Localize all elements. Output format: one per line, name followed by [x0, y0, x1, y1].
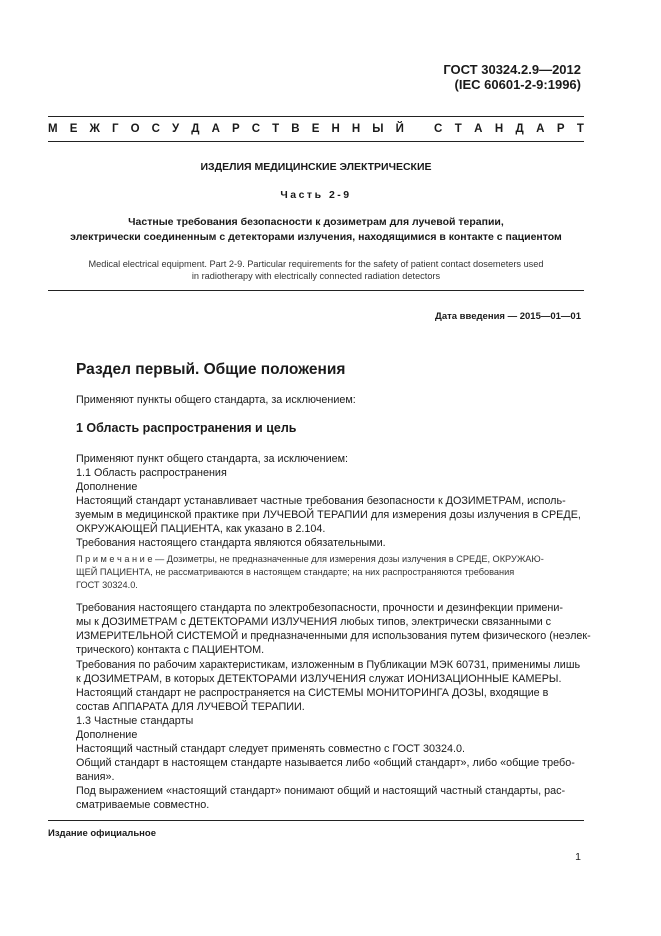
banner-letter: Н [331, 123, 340, 135]
section-heading: Раздел первый. Общие положения [76, 361, 346, 378]
subtitle-line: Частные требования безопасности к дозиметрам для лучевой терапии, [128, 216, 504, 228]
part-number: Часть 2-9 [280, 189, 352, 201]
text-line: Применяют пункт общего стандарта, за исключением: [76, 453, 349, 465]
document-subtitle [48, 215, 584, 245]
footer-rule [48, 820, 584, 821]
banner-letter: Г [111, 123, 119, 135]
banner-word-standard [434, 123, 584, 135]
text-line: трического) контакта с ПАЦИЕНТОМ. [76, 644, 265, 656]
text-line: Общий стандарт в настоящем стандарте называется либо «общий стандарт», либо «общие требо- [76, 757, 575, 769]
note-line: П р и м е ч а н и е — Дозиметры, не предназначенные для измерения дозы излучения в СРЕДЕ, ОКРУЖАЮ- [76, 554, 544, 564]
text-line: Требования по рабочим характеристикам, изложенным в Публикации МЭК 60731, применимы лишь [76, 659, 581, 671]
text-line: Требования настоящего стандарта являются обязательными. [76, 537, 386, 549]
banner-letter: Т [576, 123, 584, 135]
text-line: мы к ДОЗИМЕТРАМ с ДЕТЕКТОРАМИ ИЗЛУЧЕНИЯ любых типов, электрически связанными с [76, 616, 551, 628]
banner-letter: Ж [89, 123, 100, 135]
banner-letter: Д [191, 123, 200, 135]
banner-letter: В [291, 123, 300, 135]
banner-letter: А [536, 123, 545, 135]
paragraph-general-standard [76, 756, 584, 784]
banner-letter: С [251, 123, 261, 135]
text-line: Под выражением «настоящий стандарт» понимают общий и настоящий частный стандарты, рас- [76, 785, 566, 797]
text-line: Настоящий стандарт устанавливает частные требования безопасности к ДОЗИМЕТРАМ, исполь- [76, 495, 566, 507]
official-edition-label: Издание официальное [48, 828, 156, 839]
text-line: зуемым в медицинской практике при ЛУЧЕВОЙ ТЕРАПИИ для измерения дозы излучения в СРЕДЕ, [75, 509, 581, 521]
banner-letter: А [211, 123, 220, 135]
interstate-standard-banner [48, 123, 584, 135]
banner-letter: Е [69, 123, 78, 135]
text-line: 1.3 Частные стандарты [76, 715, 194, 727]
bottom-rule [48, 141, 584, 142]
banner-word-interstate [48, 123, 404, 135]
banner-letter: Р [556, 123, 565, 135]
clause-heading: 1 Область распространения и цель [76, 421, 297, 435]
top-rule [48, 116, 584, 117]
page-number: 1 [575, 851, 581, 863]
banner-letter: Н [494, 123, 504, 135]
banner-letter: Д [515, 123, 524, 135]
note-line: ЩЕЙ ПАЦИЕНТА, не рассматриваются в настоящем стандарте; на них распространяются требования [76, 567, 515, 577]
text-line: состав АППАРАТА ДЛЯ ЛУЧЕВОЙ ТЕРАПИИ. [76, 701, 305, 713]
banner-letter: С [434, 123, 443, 135]
section-apply-text: Применяют пункты общего стандарта, за исключением: [76, 394, 356, 406]
english-title [48, 258, 584, 282]
subtitle-line: электрически соединенным с детекторами излучения, находящимися в контакте с пациентом [70, 231, 562, 243]
introduction-date: Дата введения — 2015—01—01 [435, 311, 581, 322]
banner-letter: У [172, 123, 180, 135]
iec-number: (IEC 60601-2-9:1996) [454, 77, 581, 92]
text-line: сматриваемые совместно. [76, 799, 210, 811]
text-line: к ДОЗИМЕТРАМ, в которых ДЕТЕКТОРАМИ ИЗЛУЧЕНИЯ служат ИОНИЗАЦИОННЫЕ КАМЕРЫ. [76, 673, 562, 685]
english-title-line: in radiotherapy with electrically connected radiation detectors [191, 271, 441, 281]
text-line: ОКРУЖАЮЩЕЙ ПАЦИЕНТА, как указано в 2.104. [76, 523, 326, 535]
banner-letter: М [48, 123, 58, 135]
paragraph-this-standard [76, 784, 584, 812]
text-line: Требования настоящего стандарта по электробезопасности, прочности и дезинфекции примени- [76, 602, 563, 614]
title-separator [48, 290, 584, 291]
text-line: Настоящий стандарт не распространяется на СИСТЕМЫ МОНИТОРИНГА ДОЗЫ, входящие в [76, 687, 549, 699]
text-line: Дополнение [76, 729, 138, 741]
document-title: ИЗДЕЛИЯ МЕДИЦИНСКИЕ ЭЛЕКТРИЧЕСКИЕ [200, 161, 432, 173]
paragraph-performance [76, 658, 584, 686]
subclause-particular-standards [76, 714, 584, 756]
banner-letter: Ы [372, 123, 384, 135]
text-line: ИЗМЕРИТЕЛЬНОЙ СИСТЕМОЙ и предназначенными для использования путем физического (неэлек- [76, 630, 591, 642]
clause-body [76, 452, 584, 550]
text-line: Дополнение [76, 481, 138, 493]
banner-letter: Н [351, 123, 361, 135]
paragraph-electrical-safety [76, 601, 591, 657]
banner-letter: С [151, 123, 160, 135]
banner-letter: О [130, 123, 140, 135]
standard-identifier [443, 62, 581, 92]
text-line: 1.1 Область распространения [76, 467, 227, 479]
banner-letter: Т [272, 123, 280, 135]
paragraph-exclusion [76, 686, 584, 714]
banner-letter: А [474, 123, 483, 135]
english-title-line: Medical electrical equipment. Part 2-9. Particular requirements for the safety of patient contact dosemeters used [88, 259, 544, 269]
text-line: Настоящий частный стандарт следует применять совместно с ГОСТ 30324.0. [76, 743, 466, 755]
banner-letter: Т [454, 123, 462, 135]
standard-number: ГОСТ 30324.2.9—2012 [443, 62, 581, 77]
banner-letter: Р [231, 123, 240, 135]
banner-letter: Е [311, 123, 320, 135]
banner-letter: Й [395, 123, 404, 135]
text-line: вания». [76, 771, 115, 783]
note-line: ГОСТ 30324.0. [76, 580, 138, 590]
note [76, 553, 584, 592]
